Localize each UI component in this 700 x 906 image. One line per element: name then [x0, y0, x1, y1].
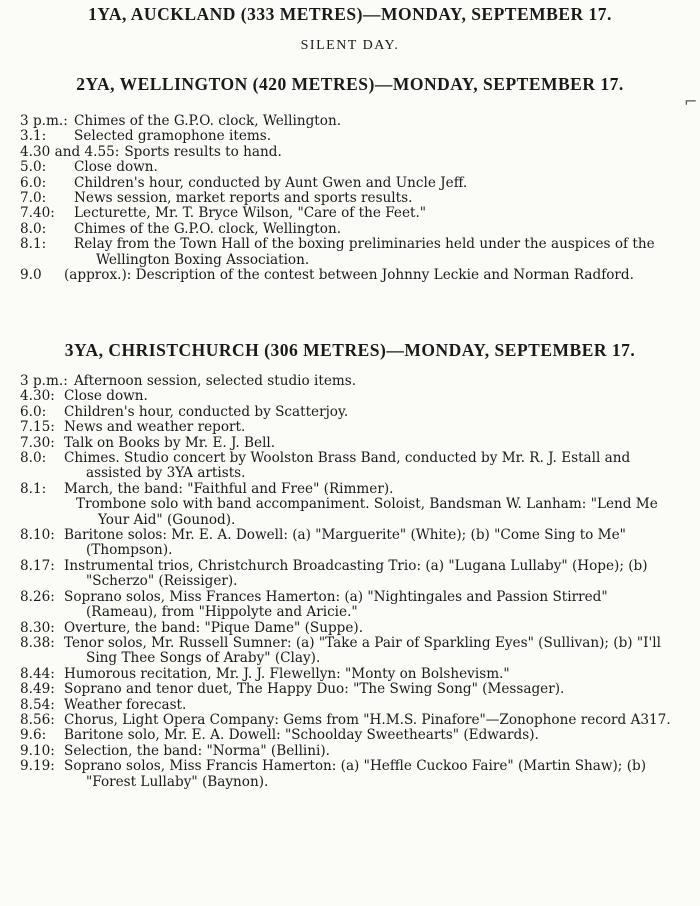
- list-item: [20, 759, 682, 790]
- item-text: Lecturette, Mr. T. Bryce Wilson, "Care of the Feet.": [74, 205, 427, 222]
- program-list-2ya: [20, 114, 682, 283]
- item-time: 8.1:: [20, 236, 47, 253]
- list-item: [20, 497, 682, 528]
- item-time: 6.0:: [20, 403, 47, 420]
- item-text: Selection, the band: "Norma" (Bellini).: [64, 742, 331, 759]
- item-time: 9.6:: [20, 727, 47, 744]
- item-time: 8.26:: [20, 588, 55, 605]
- item-text: Afternoon session, selected studio items.: [74, 373, 357, 389]
- item-time: 8.30:: [20, 619, 55, 636]
- item-text: Close down.: [64, 388, 148, 405]
- item-time: 8.17:: [20, 557, 55, 574]
- item-text: (approx.): Description of the contest between Johnny Leckie and Norman Radford.: [64, 267, 634, 284]
- item-time: 8.49:: [20, 681, 55, 698]
- item-text: Chimes. Studio concert by Woolston Brass Band, conducted by Mr. R. J. Estall and assisted by 3YA artists.: [64, 450, 631, 482]
- list-item: [20, 129, 682, 144]
- list-item: [20, 268, 682, 283]
- list-item: [20, 559, 682, 590]
- item-time: 4.30:: [20, 388, 55, 405]
- item-time: 8.44:: [20, 665, 55, 682]
- list-item: [20, 114, 682, 129]
- item-text: Baritone solo, Mr. E. A. Dowell: "Schoolday Sweethearts" (Edwards).: [64, 727, 539, 744]
- list-item: [20, 636, 682, 667]
- item-text: March, the band: "Faithful and Free" (Rimmer).: [64, 480, 394, 497]
- list-item: [20, 451, 682, 482]
- item-time: 3.1:: [20, 128, 47, 145]
- item-time: 9.19:: [20, 758, 55, 775]
- item-text: Talk on Books by Mr. E. J. Bell.: [64, 434, 276, 451]
- item-time: 8.10:: [20, 527, 55, 544]
- item-text: Chimes of the G.P.O. clock, Wellington.: [74, 220, 342, 237]
- item-text: Children's hour, conducted by Aunt Gwen and Uncle Jeff.: [74, 174, 468, 191]
- item-text: Children's hour, conducted by Scatterjoy.: [64, 403, 349, 420]
- item-text: Trombone solo with band accompaniment. Soloist, Bandsman W. Lanham: "Lend Me Your Aid" (Gounod).: [76, 496, 658, 528]
- list-item: [20, 222, 682, 237]
- item-time: 6.0:: [20, 174, 47, 191]
- item-text: Soprano and tenor duet, The Happy Duo: "The Swing Song" (Messager).: [64, 681, 565, 698]
- item-time: 9.10:: [20, 742, 55, 759]
- section-heading-1ya: 1YA, AUCKLAND (333 METRES)—MONDAY, SEPTEMBER 17.: [88, 4, 612, 24]
- list-item: [20, 191, 682, 206]
- item-time: 9.0: [20, 267, 42, 284]
- item-time: 7.15:: [20, 419, 55, 436]
- list-item: [20, 436, 682, 451]
- item-time: 3 p.m.:: [20, 373, 68, 389]
- item-text: Soprano solos, Miss Francis Hamerton: (a) "Heffle Cuckoo Faire" (Martin Shaw); (b) "Forest Lullaby" (Baynon).: [64, 758, 647, 790]
- item-text: Chimes of the G.P.O. clock, Wellington.: [74, 113, 342, 129]
- list-item: [20, 682, 682, 697]
- list-item: [20, 728, 682, 743]
- item-text: Tenor solos, Mr. Russell Sumner: (a) "Take a Pair of Sparkling Eyes" (Sullivan); (b) "I'll Sing Thee Songs of Araby" (Clay).: [64, 634, 661, 667]
- program-list-3ya: [20, 374, 682, 790]
- list-item: [20, 667, 682, 682]
- list-item: [20, 206, 682, 221]
- item-text: Selected gramophone items.: [74, 128, 272, 145]
- item-time: 7.30:: [20, 434, 55, 451]
- section-heading-2ya: 2YA, WELLINGTON (420 METRES)—MONDAY, SEPTEMBER 17.: [76, 74, 624, 94]
- item-text: Weather forecast.: [64, 696, 187, 713]
- item-time: 7.40:: [20, 205, 55, 222]
- list-item: [20, 528, 682, 559]
- item-time: 8.38:: [20, 634, 55, 651]
- item-text: Chorus, Light Opera Company: Gems from "H.M.S. Pinafore"—Zonophone record A317.: [64, 711, 671, 728]
- item-text: Humorous recitation, Mr. J. J. Flewellyn: "Monty on Bolshevism.": [64, 665, 510, 682]
- list-item: [20, 145, 682, 160]
- item-text: Relay from the Town Hall of the boxing preliminaries held under the auspices of the Wellington Boxing Association.: [74, 236, 655, 268]
- margin-mark: ⌐: [684, 92, 698, 111]
- item-text: News session, market reports and sports results.: [74, 190, 413, 207]
- item-time: 8.56:: [20, 711, 55, 728]
- list-item: [20, 237, 682, 268]
- item-text: Baritone solos: Mr. E. A. Dowell: (a) "Marguerite" (White); (b) "Come Sing to Me" (Thompson).: [64, 527, 626, 559]
- item-time: 3 p.m.:: [20, 113, 68, 129]
- section-heading-3ya: 3YA, CHRISTCHURCH (306 METRES)—MONDAY, SEPTEMBER 17.: [64, 340, 636, 360]
- item-time: 8.1:: [20, 480, 47, 497]
- item-time: 8.0:: [20, 220, 47, 237]
- item-time: 8.54:: [20, 696, 55, 713]
- item-text: Soprano solos, Miss Frances Hamerton: (a) "Nightingales and Passion Stirred" (Rameau), from "Hippolyte and Aricie.": [64, 588, 608, 621]
- list-item: [20, 744, 682, 759]
- list-item: [20, 621, 682, 636]
- silent-day-note: SILENT DAY.: [300, 38, 400, 53]
- item-time: 4.30 and 4.55:: [20, 143, 120, 160]
- item-text: News and weather report.: [64, 419, 246, 436]
- item-time: 7.0:: [20, 190, 47, 207]
- list-item: [20, 160, 682, 175]
- item-time: 5.0:: [20, 159, 47, 176]
- list-item: [20, 698, 682, 713]
- list-item: [20, 420, 682, 435]
- item-text: Overture, the band: "Pique Dame" (Suppe).: [64, 619, 364, 636]
- list-item: [20, 590, 682, 621]
- item-text: Instrumental trios, Christchurch Broadcasting Trio: (a) "Lugana Lullaby" (Hope); (b) "Scherzo" (Reissiger).: [64, 557, 648, 590]
- list-item: [20, 176, 682, 191]
- list-item: [20, 374, 682, 389]
- item-text: Close down.: [74, 159, 158, 176]
- item-text: Sports results to hand.: [124, 143, 282, 160]
- list-item: [20, 405, 682, 420]
- list-item: [20, 482, 682, 497]
- list-item: [20, 713, 682, 728]
- list-item: [20, 389, 682, 404]
- item-time: 8.0:: [20, 450, 47, 467]
